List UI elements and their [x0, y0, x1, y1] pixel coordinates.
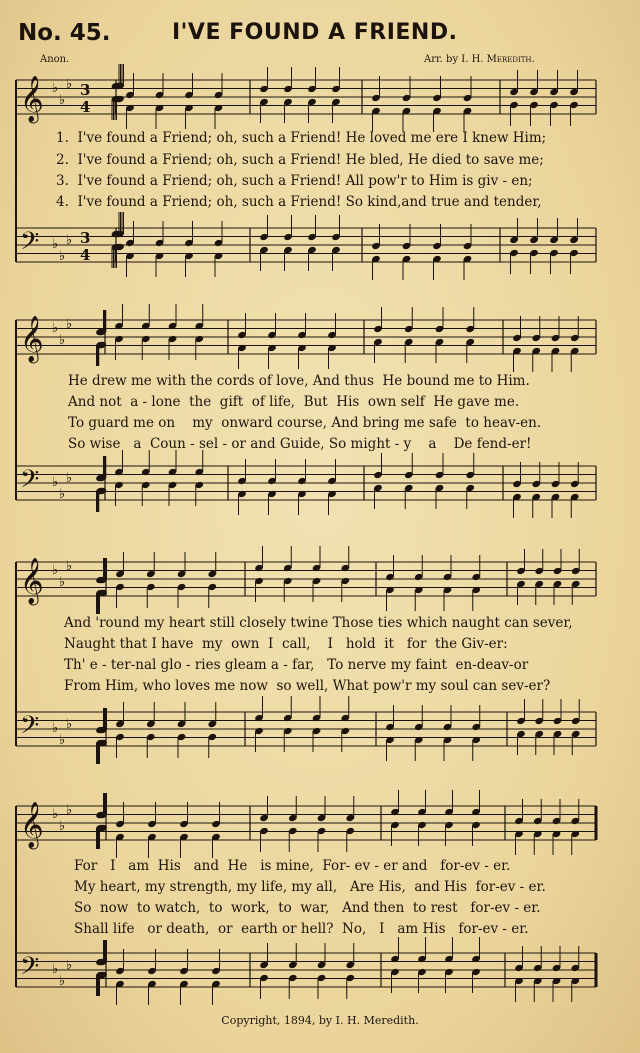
lyric-line: So now to watch, to work, to war, And then to rest for-ev - er.: [74, 900, 541, 916]
copyright-notice: Copyright, 1894, by I. H. Meredith.: [221, 1014, 419, 1027]
bass-clef: 𝄢: [20, 952, 40, 987]
flat-sign: ♭: [52, 475, 59, 490]
lyric-line: And not a - lone the gift of life, But His own self He gave me.: [68, 394, 520, 410]
flat-sign: ♭: [66, 803, 73, 818]
lyric-line: My heart, my strength, my life, my all, Are His, and His for-ev - er.: [74, 879, 546, 895]
flat-sign: ♭: [52, 237, 59, 252]
treble-clef: 𝄞: [20, 558, 44, 604]
hymn-title: I'VE FOUND A FRIEND.: [172, 20, 458, 45]
arranger-name: Meredith.: [486, 54, 535, 65]
flat-sign: ♭: [59, 974, 66, 989]
lyric-line: 3. I've found a Friend; oh, such a Friend! All pow'r to Him is giv - en;: [56, 173, 533, 189]
bass-clef: 𝄢: [20, 711, 40, 746]
bass-clef: 𝄢: [20, 465, 40, 500]
flat-sign: ♭: [52, 807, 59, 822]
flat-sign: ♭: [66, 471, 73, 486]
flat-sign: ♭: [52, 962, 59, 977]
lyric-line: Naught that I have my own I call, I hold it for the Giv-er:: [64, 636, 508, 652]
flat-sign: ♭: [59, 333, 66, 348]
flat-sign: ♭: [59, 575, 66, 590]
treble-clef: 𝄞: [20, 76, 44, 122]
hymn-number: No. 45.: [18, 20, 111, 46]
flat-sign: ♭: [52, 721, 59, 736]
flat-sign: ♭: [59, 733, 66, 748]
time-signature: 4: [80, 246, 91, 264]
flat-sign: ♭: [59, 819, 66, 834]
flat-sign: ♭: [66, 958, 73, 973]
time-signature: 4: [80, 98, 91, 116]
flat-sign: ♭: [66, 717, 73, 732]
author-credit: Anon.: [40, 54, 70, 65]
lyric-line: Th' e - ter-nal glo - ries gleam a - far, To nerve my faint en-deav-or: [64, 657, 529, 673]
time-signature: 3: [80, 229, 91, 247]
lyric-line: To guard me on my onward course, And bring me safe to heav-en.: [68, 415, 542, 431]
flat-sign: ♭: [59, 487, 66, 502]
lyric-line: So wise a Coun - sel - or and Guide, So might - y a De fend-er!: [68, 436, 532, 452]
flat-sign: ♭: [59, 93, 66, 108]
lyric-line: And 'round my heart still closely twine Those ties which naught can sever,: [64, 615, 573, 631]
treble-clef: 𝄞: [20, 316, 44, 362]
flat-sign: ♭: [66, 77, 73, 92]
lyric-line: From Him, who loves me now so well, What pow'r my soul can sev-er?: [64, 678, 551, 694]
treble-clef: 𝄞: [20, 802, 44, 848]
flat-sign: ♭: [52, 81, 59, 96]
time-signature: 3: [80, 81, 91, 99]
arranger-prefix: Arr. by I. H.: [424, 54, 487, 65]
flat-sign: ♭: [52, 321, 59, 336]
flat-sign: ♭: [59, 249, 66, 264]
flat-sign: ♭: [66, 233, 73, 248]
lyric-line: 2. I've found a Friend; oh, such a Friend! He bled, He died to save me;: [56, 152, 544, 168]
flat-sign: ♭: [52, 563, 59, 578]
lyric-line: Shall life or death, or earth or hell? No, I am His for-ev - er.: [74, 921, 529, 937]
flat-sign: ♭: [66, 317, 73, 332]
lyric-line: 1. I've found a Friend; oh, such a Friend! He loved me ere I knew Him;: [56, 130, 547, 146]
lyric-line: 4. I've found a Friend; oh, such a Friend! So kind,and true and tender,: [56, 194, 542, 210]
flat-sign: ♭: [66, 559, 73, 574]
bass-clef: 𝄢: [20, 227, 40, 262]
lyric-line: He drew me with the cords of love, And thus He bound me to Him.: [68, 373, 530, 389]
lyric-line: For I am His and He is mine, For- ev - er and for-ev - er.: [74, 858, 511, 874]
